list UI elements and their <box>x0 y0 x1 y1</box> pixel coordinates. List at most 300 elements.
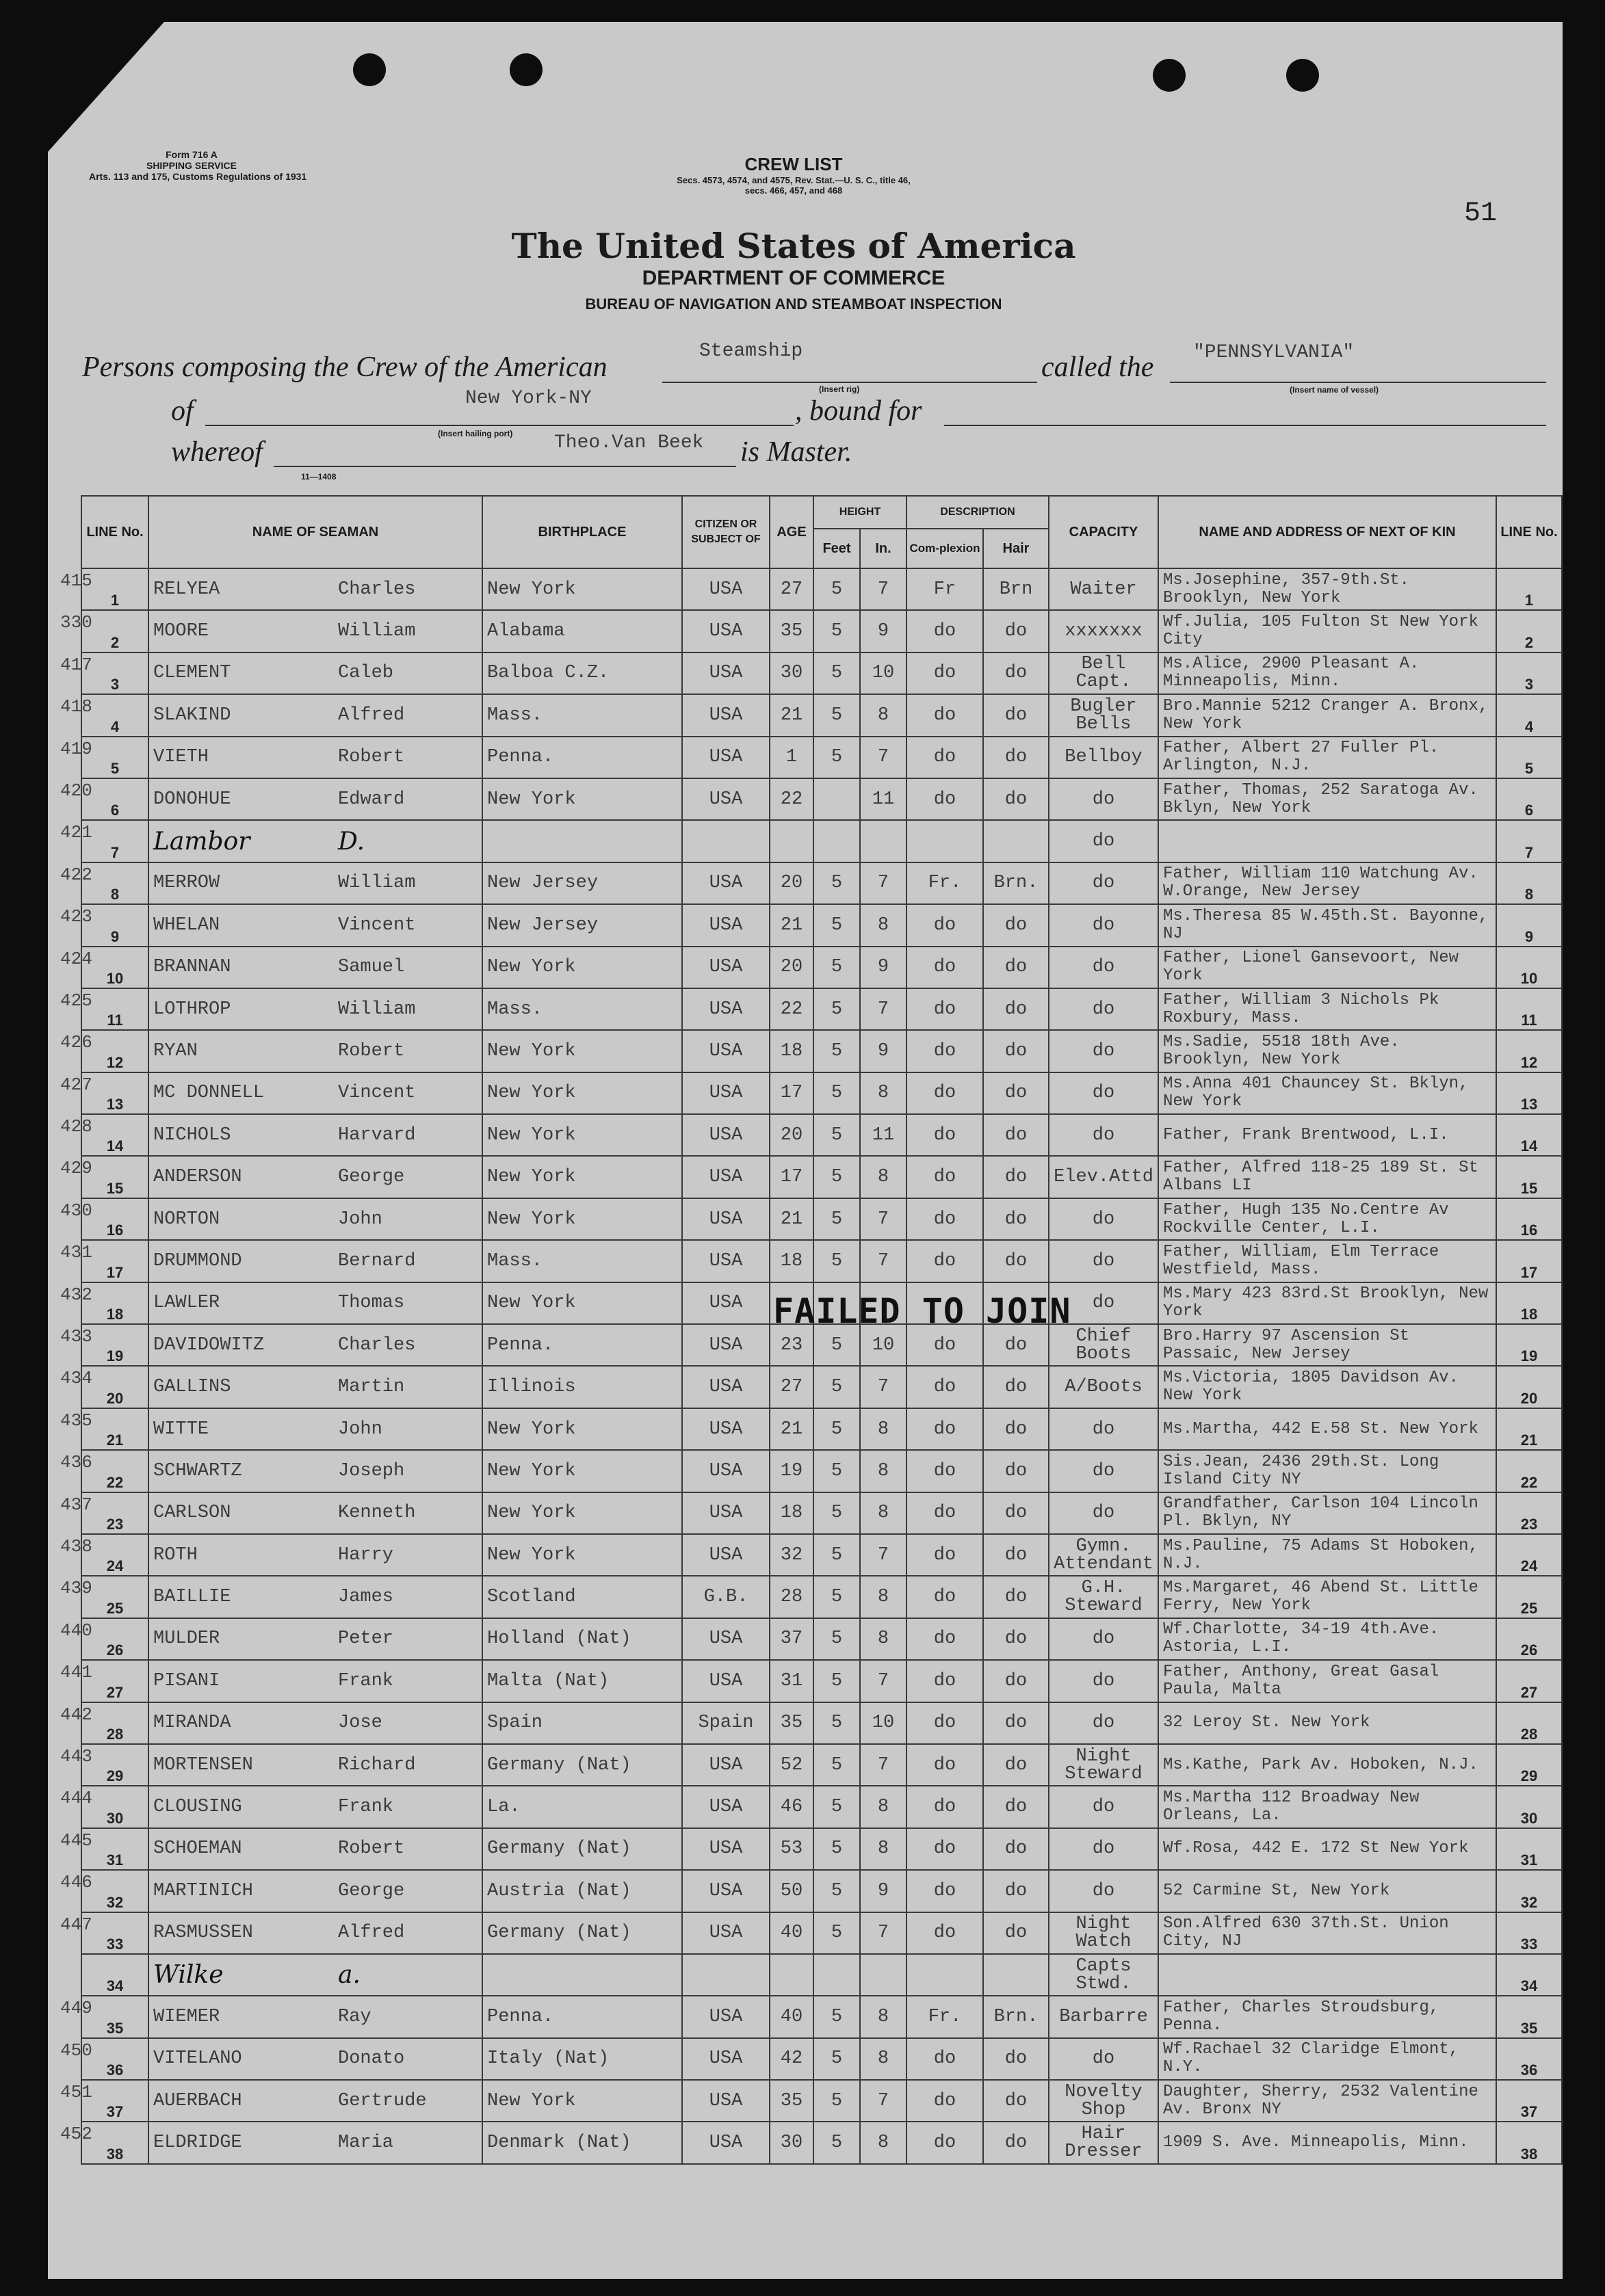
whereof-label: whereof <box>171 436 263 468</box>
margin-sequence-number: 437 <box>60 1494 92 1515</box>
line-number: 33 <box>81 1912 148 1954</box>
height-feet: 5 <box>813 1534 860 1576</box>
height-inches: 8 <box>860 1492 906 1534</box>
surname: AUERBACH <box>153 2090 242 2111</box>
next-of-kin: Father, Alfred 118-25 189 St. St Albans LI <box>1158 1156 1496 1198</box>
given-name: Donato <box>338 2048 405 2070</box>
height-inches: 9 <box>860 1870 906 1912</box>
line-number: 16 <box>81 1198 148 1240</box>
hair <box>983 1954 1049 1996</box>
height-feet: 5 <box>813 988 860 1030</box>
line-number-right: 31 <box>1496 1828 1562 1870</box>
birthplace: New York <box>482 1198 682 1240</box>
height-inches: 7 <box>860 568 906 610</box>
insert-port-caption: (Insert hailing port) <box>438 429 513 438</box>
citizenship: USA <box>682 737 770 778</box>
line-number-right: 9 <box>1496 904 1562 946</box>
capacity: do <box>1049 820 1158 862</box>
given-name: Jose <box>338 1713 382 1734</box>
line-number: 22 <box>81 1450 148 1492</box>
age: 27 <box>770 568 813 610</box>
given-name: William <box>338 621 416 642</box>
birthplace: Scotland <box>482 1576 682 1618</box>
age: 40 <box>770 1996 813 2037</box>
citizenship: USA <box>682 862 770 904</box>
crew-row <box>81 1912 1562 1954</box>
seaman-name <box>148 737 482 778</box>
height-inches: 8 <box>860 2122 906 2163</box>
surname: RYAN <box>153 1040 198 1061</box>
line-number-right: 7 <box>1496 820 1562 862</box>
crew-row <box>81 652 1562 694</box>
surname: DRUMMOND <box>153 1250 242 1271</box>
next-of-kin: Ms.Martha, 442 E.58 St. New York <box>1158 1408 1496 1450</box>
citizenship: USA <box>682 1030 770 1072</box>
seaman-name <box>148 2122 482 2163</box>
margin-sequence-number: 433 <box>60 1326 92 1347</box>
age: 20 <box>770 862 813 904</box>
given-name: William <box>338 873 416 894</box>
given-name: Kenneth <box>338 1503 416 1524</box>
seaman-name <box>148 1954 482 1996</box>
seaman-name <box>148 947 482 988</box>
next-of-kin <box>1158 1954 1496 1996</box>
line-number-right: 33 <box>1496 1912 1562 1954</box>
height-feet: 5 <box>813 1492 860 1534</box>
margin-sequence-number: 440 <box>60 1620 92 1641</box>
birthplace: Illinois <box>482 1366 682 1408</box>
bound-label: , bound for <box>795 395 922 427</box>
crew-row <box>81 2038 1562 2080</box>
crew-row <box>81 1240 1562 1282</box>
height-feet: 5 <box>813 1324 860 1366</box>
crew-row <box>81 1408 1562 1450</box>
margin-sequence-number: 442 <box>60 1704 92 1725</box>
birthplace: New York <box>482 1156 682 1198</box>
handwritten-initial: D. <box>338 827 365 856</box>
capacity: Chief Boots <box>1049 1324 1158 1366</box>
col-age: AGE <box>770 496 813 568</box>
age: 28 <box>770 1576 813 1618</box>
height-inches: 7 <box>860 1744 906 1786</box>
capacity: Night Steward <box>1049 1744 1158 1786</box>
birthplace: New Jersey <box>482 904 682 946</box>
citizenship: USA <box>682 1114 770 1156</box>
next-of-kin <box>1158 820 1496 862</box>
line-number: 8 <box>81 862 148 904</box>
line-number: 38 <box>81 2122 148 2163</box>
surname: ANDERSON <box>153 1167 242 1188</box>
age: 22 <box>770 778 813 820</box>
height-feet: 5 <box>813 1576 860 1618</box>
capacity: Barbarre <box>1049 1996 1158 2037</box>
age: 21 <box>770 1198 813 1240</box>
crew-row <box>81 1030 1562 1072</box>
seaman-name <box>148 1408 482 1450</box>
citizenship: USA <box>682 1198 770 1240</box>
next-of-kin: Ms.Alice, 2900 Pleasant A. Minneapolis, Minn. <box>1158 652 1496 694</box>
line-number-right: 36 <box>1496 2038 1562 2080</box>
complexion: Fr <box>906 568 983 610</box>
margin-sequence-number: 452 <box>60 2124 92 2144</box>
handwritten-surname: Lambor <box>153 827 250 856</box>
crew-row <box>81 1870 1562 1912</box>
line-number-right: 3 <box>1496 652 1562 694</box>
given-name: Samuel <box>338 957 405 978</box>
seaman-name <box>148 862 482 904</box>
crew-row <box>81 1450 1562 1492</box>
complexion: do <box>906 1912 983 1954</box>
citizenship: USA <box>682 652 770 694</box>
col-capacity: CAPACITY <box>1049 496 1158 568</box>
birthplace: New York <box>482 1450 682 1492</box>
capacity: do <box>1049 1702 1158 1744</box>
capacity: do <box>1049 862 1158 904</box>
crew-row <box>81 1534 1562 1576</box>
given-name: Ray <box>338 2006 371 2027</box>
handwritten-surname: Wilke <box>153 1961 224 1990</box>
citizenship: USA <box>682 694 770 736</box>
seaman-name <box>148 1996 482 2037</box>
next-of-kin: Father, William 3 Nichols Pk Roxbury, Mass. <box>1158 988 1496 1030</box>
given-name: Charles <box>338 579 416 600</box>
capacity: do <box>1049 1030 1158 1072</box>
line-number: 29 <box>81 1744 148 1786</box>
given-name: Robert <box>338 1040 405 1061</box>
given-name: William <box>338 999 416 1020</box>
given-name: Peter <box>338 1628 394 1650</box>
complexion <box>906 820 983 862</box>
age <box>770 820 813 862</box>
margin-sequence-number: 450 <box>60 2040 92 2061</box>
next-of-kin: Father, William, Elm Terrace Westfield, Mass. <box>1158 1240 1496 1282</box>
line-number: 4 <box>81 694 148 736</box>
margin-sequence-number: 426 <box>60 1032 92 1053</box>
birthplace: New York <box>482 1114 682 1156</box>
birthplace: New York <box>482 568 682 610</box>
hair: do <box>983 1450 1049 1492</box>
next-of-kin: Ms.Martha 112 Broadway New Orleans, La. <box>1158 1786 1496 1827</box>
height-inches: 8 <box>860 1450 906 1492</box>
capacity: xxxxxxx <box>1049 610 1158 652</box>
line-number: 31 <box>81 1828 148 1870</box>
line-number-right: 29 <box>1496 1744 1562 1786</box>
height-inches: 11 <box>860 778 906 820</box>
citizenship: USA <box>682 1870 770 1912</box>
crew-row <box>81 1198 1562 1240</box>
height-inches: 8 <box>860 2038 906 2080</box>
line-number-right: 10 <box>1496 947 1562 988</box>
age: 50 <box>770 1870 813 1912</box>
surname: DONOHUE <box>153 789 231 810</box>
capacity: A/Boots <box>1049 1366 1158 1408</box>
citizenship: USA <box>682 2038 770 2080</box>
surname: PISANI <box>153 1670 220 1691</box>
given-name: Maria <box>338 2133 394 2154</box>
crew-row <box>81 1828 1562 1870</box>
height-inches: 7 <box>860 1912 906 1954</box>
col-name: NAME OF SEAMAN <box>148 496 482 568</box>
next-of-kin: Wf.Charlotte, 34-19 4th.Ave. Astoria, L.I. <box>1158 1618 1496 1660</box>
given-name: Vincent <box>338 914 416 936</box>
seaman-name <box>148 1240 482 1282</box>
margin-sequence-number: 439 <box>60 1578 92 1598</box>
master-name: Theo.Van Beek <box>554 432 704 453</box>
surname: RASMUSSEN <box>153 1923 253 1944</box>
hair: do <box>983 1324 1049 1366</box>
seaman-name <box>148 2080 482 2122</box>
complexion: do <box>906 652 983 694</box>
hair: do <box>983 610 1049 652</box>
complexion: do <box>906 694 983 736</box>
birthplace: Mass. <box>482 1240 682 1282</box>
capacity: do <box>1049 1828 1158 1870</box>
next-of-kin: Daughter, Sherry, 2532 Valentine Av. Bronx NY <box>1158 2080 1496 2122</box>
complexion: do <box>906 1744 983 1786</box>
hair: do <box>983 1828 1049 1870</box>
line-number: 21 <box>81 1408 148 1450</box>
margin-sequence-number: 429 <box>60 1158 92 1178</box>
margin-sequence-number: 444 <box>60 1788 92 1808</box>
citizenship: USA <box>682 1282 770 1324</box>
given-name: Gertrude <box>338 2090 427 2111</box>
crew-row <box>81 1576 1562 1618</box>
capacity: do <box>1049 1072 1158 1114</box>
birthplace: Mass. <box>482 694 682 736</box>
height-inches: 8 <box>860 1576 906 1618</box>
complexion: Fr. <box>906 862 983 904</box>
margin-sequence-number: 422 <box>60 865 92 885</box>
punch-hole <box>353 53 386 86</box>
next-of-kin: Ms.Kathe, Park Av. Hoboken, N.J. <box>1158 1744 1496 1786</box>
age: 35 <box>770 2080 813 2122</box>
given-name: Vincent <box>338 1083 416 1104</box>
height-feet <box>813 1954 860 1996</box>
crew-row <box>81 820 1562 862</box>
age: 46 <box>770 1786 813 1827</box>
age <box>770 1954 813 1996</box>
citizenship: USA <box>682 1156 770 1198</box>
complexion: Fr. <box>906 1996 983 2037</box>
height-feet: 5 <box>813 1408 860 1450</box>
height-feet: 5 <box>813 1870 860 1912</box>
height-inches: 9 <box>860 947 906 988</box>
height-feet: 5 <box>813 1156 860 1198</box>
seaman-name <box>148 1030 482 1072</box>
height-inches: 7 <box>860 1366 906 1408</box>
surname: CLOUSING <box>153 1797 242 1818</box>
age: 42 <box>770 2038 813 2080</box>
capacity: Bellboy <box>1049 737 1158 778</box>
given-name: George <box>338 1167 405 1188</box>
next-of-kin: Father, Lionel Gansevoort, New York <box>1158 947 1496 988</box>
height-feet: 5 <box>813 1744 860 1786</box>
line-number: 20 <box>81 1366 148 1408</box>
hair: Brn. <box>983 862 1049 904</box>
next-of-kin: Ms.Pauline, 75 Adams St Hoboken, N.J. <box>1158 1534 1496 1576</box>
seaman-name <box>148 1114 482 1156</box>
hair: do <box>983 2122 1049 2163</box>
vessel-rig: Steamship <box>699 341 803 362</box>
next-of-kin: Ms.Victoria, 1805 Davidson Av. New York <box>1158 1366 1496 1408</box>
surname: CLEMENT <box>153 663 231 684</box>
birthplace <box>482 820 682 862</box>
seaman-name <box>148 1786 482 1827</box>
margin-sequence-number: 446 <box>60 1872 92 1892</box>
age: 52 <box>770 1744 813 1786</box>
hair: do <box>983 1870 1049 1912</box>
next-of-kin: Ms.Theresa 85 W.45th.St. Bayonne, NJ <box>1158 904 1496 946</box>
birthplace <box>482 1954 682 1996</box>
height-inches: 9 <box>860 610 906 652</box>
complexion: do <box>906 1492 983 1534</box>
capacity: Elev.Attd <box>1049 1156 1158 1198</box>
margin-sequence-number: 451 <box>60 2082 92 2102</box>
line-number: 2 <box>81 610 148 652</box>
height-inches: 9 <box>860 1030 906 1072</box>
col-line-no: LINE No. <box>81 496 148 568</box>
given-name: Alfred <box>338 1923 405 1944</box>
capacity: do <box>1049 1198 1158 1240</box>
col-feet: Feet <box>813 529 860 568</box>
margin-sequence-number: 423 <box>60 906 92 927</box>
height-inches: 8 <box>860 1828 906 1870</box>
hailing-port: New York-NY <box>465 388 592 409</box>
hair: Brn. <box>983 1996 1049 2037</box>
col-description: DESCRIPTION <box>906 496 1049 529</box>
height-feet: 5 <box>813 2122 860 2163</box>
margin-sequence-number: 430 <box>60 1200 92 1221</box>
height-feet: 5 <box>813 568 860 610</box>
line-number: 5 <box>81 737 148 778</box>
complexion: do <box>906 1324 983 1366</box>
citizenship: USA <box>682 1072 770 1114</box>
line-number-right: 32 <box>1496 1870 1562 1912</box>
country-heading: The United States of America <box>511 226 1076 266</box>
surname: MIRANDA <box>153 1713 231 1734</box>
margin-sequence-number: 431 <box>60 1242 92 1263</box>
hair: do <box>983 1240 1049 1282</box>
line-number-right: 6 <box>1496 778 1562 820</box>
line-number: 35 <box>81 1996 148 2037</box>
age: 37 <box>770 1618 813 1660</box>
line-number-right: 17 <box>1496 1240 1562 1282</box>
citizenship: USA <box>682 568 770 610</box>
line-number-right: 37 <box>1496 2080 1562 2122</box>
line-number: 10 <box>81 947 148 988</box>
citizenship: USA <box>682 1450 770 1492</box>
seaman-name <box>148 1072 482 1114</box>
crew-row <box>81 694 1562 736</box>
persons-label: Persons composing the Crew of the American <box>82 352 608 383</box>
margin-sequence-number: 427 <box>60 1074 92 1095</box>
form-number: Form 716 A SHIPPING SERVICE Arts. 113 and 175, Customs Regulations of 1931 <box>89 149 307 182</box>
complexion: do <box>906 778 983 820</box>
birthplace: Italy (Nat) <box>482 2038 682 2080</box>
surname: SCHOEMAN <box>153 1838 242 1860</box>
height-feet: 5 <box>813 862 860 904</box>
hair: do <box>983 2038 1049 2080</box>
seaman-name <box>148 652 482 694</box>
given-name: Charles <box>338 1334 416 1356</box>
capacity: do <box>1049 947 1158 988</box>
margin-sequence-number: 447 <box>60 1914 92 1935</box>
hair: do <box>983 2080 1049 2122</box>
age: 19 <box>770 1450 813 1492</box>
surname: WHELAN <box>153 914 220 936</box>
line-number: 36 <box>81 2038 148 2080</box>
height-feet: 5 <box>813 904 860 946</box>
line-number: 9 <box>81 904 148 946</box>
height-feet: 5 <box>813 1114 860 1156</box>
capacity: do <box>1049 1618 1158 1660</box>
birthplace: New York <box>482 1534 682 1576</box>
citizenship: USA <box>682 1744 770 1786</box>
col-line-no-right: LINE No. <box>1496 496 1562 568</box>
height-feet: 5 <box>813 1072 860 1114</box>
height-feet: 5 <box>813 1660 860 1702</box>
line-number-right: 16 <box>1496 1198 1562 1240</box>
age: 30 <box>770 652 813 694</box>
surname: VITELANO <box>153 2048 242 2070</box>
next-of-kin: Ms.Margaret, 46 Abend St. Little Ferry, New York <box>1158 1576 1496 1618</box>
seaman-name <box>148 1534 482 1576</box>
complexion: do <box>906 737 983 778</box>
birthplace: Penna. <box>482 1996 682 2037</box>
line-number: 7 <box>81 820 148 862</box>
hair: do <box>983 778 1049 820</box>
next-of-kin: 52 Carmine St, New York <box>1158 1870 1496 1912</box>
hair: do <box>983 1786 1049 1827</box>
age: 27 <box>770 1366 813 1408</box>
height-feet: 5 <box>813 1996 860 2037</box>
next-of-kin: 32 Leroy St. New York <box>1158 1702 1496 1744</box>
birthplace: New York <box>482 2080 682 2122</box>
height-feet: 5 <box>813 610 860 652</box>
next-of-kin: Wf.Rosa, 442 E. 172 St New York <box>1158 1828 1496 1870</box>
line-number: 32 <box>81 1870 148 1912</box>
margin-sequence-number: 330 <box>60 612 92 633</box>
birthplace: New York <box>482 1282 682 1324</box>
seaman-name <box>148 1282 482 1324</box>
capacity: do <box>1049 904 1158 946</box>
vessel-name: "PENNSYLVANIA" <box>1193 342 1355 363</box>
line-number-right: 23 <box>1496 1492 1562 1534</box>
given-name: Harvard <box>338 1124 416 1146</box>
height-feet <box>813 820 860 862</box>
height-feet: 5 <box>813 1366 860 1408</box>
margin-sequence-number: 424 <box>60 949 92 969</box>
surname: DAVIDOWITZ <box>153 1334 265 1356</box>
capacity: do <box>1049 1786 1158 1827</box>
crew-row <box>81 1114 1562 1156</box>
surname: ELDRIDGE <box>153 2133 242 2154</box>
col-height: HEIGHT <box>813 496 906 529</box>
height-feet: 5 <box>813 2038 860 2080</box>
line-number-right: 27 <box>1496 1660 1562 1702</box>
surname: MORTENSEN <box>153 1754 253 1776</box>
birthplace: Germany (Nat) <box>482 1744 682 1786</box>
hair: do <box>983 737 1049 778</box>
margin-sequence-number: 417 <box>60 655 92 675</box>
next-of-kin: Grandfather, Carlson 104 Lincoln Pl. Bklyn, NY <box>1158 1492 1496 1534</box>
age: 53 <box>770 1828 813 1870</box>
citizenship: USA <box>682 1912 770 1954</box>
col-birthplace: BIRTHPLACE <box>482 496 682 568</box>
seaman-name <box>148 2038 482 2080</box>
failed-to-join-stamp: FAILED TO JOIN <box>773 1291 1071 1331</box>
surname: SLAKIND <box>153 704 231 726</box>
